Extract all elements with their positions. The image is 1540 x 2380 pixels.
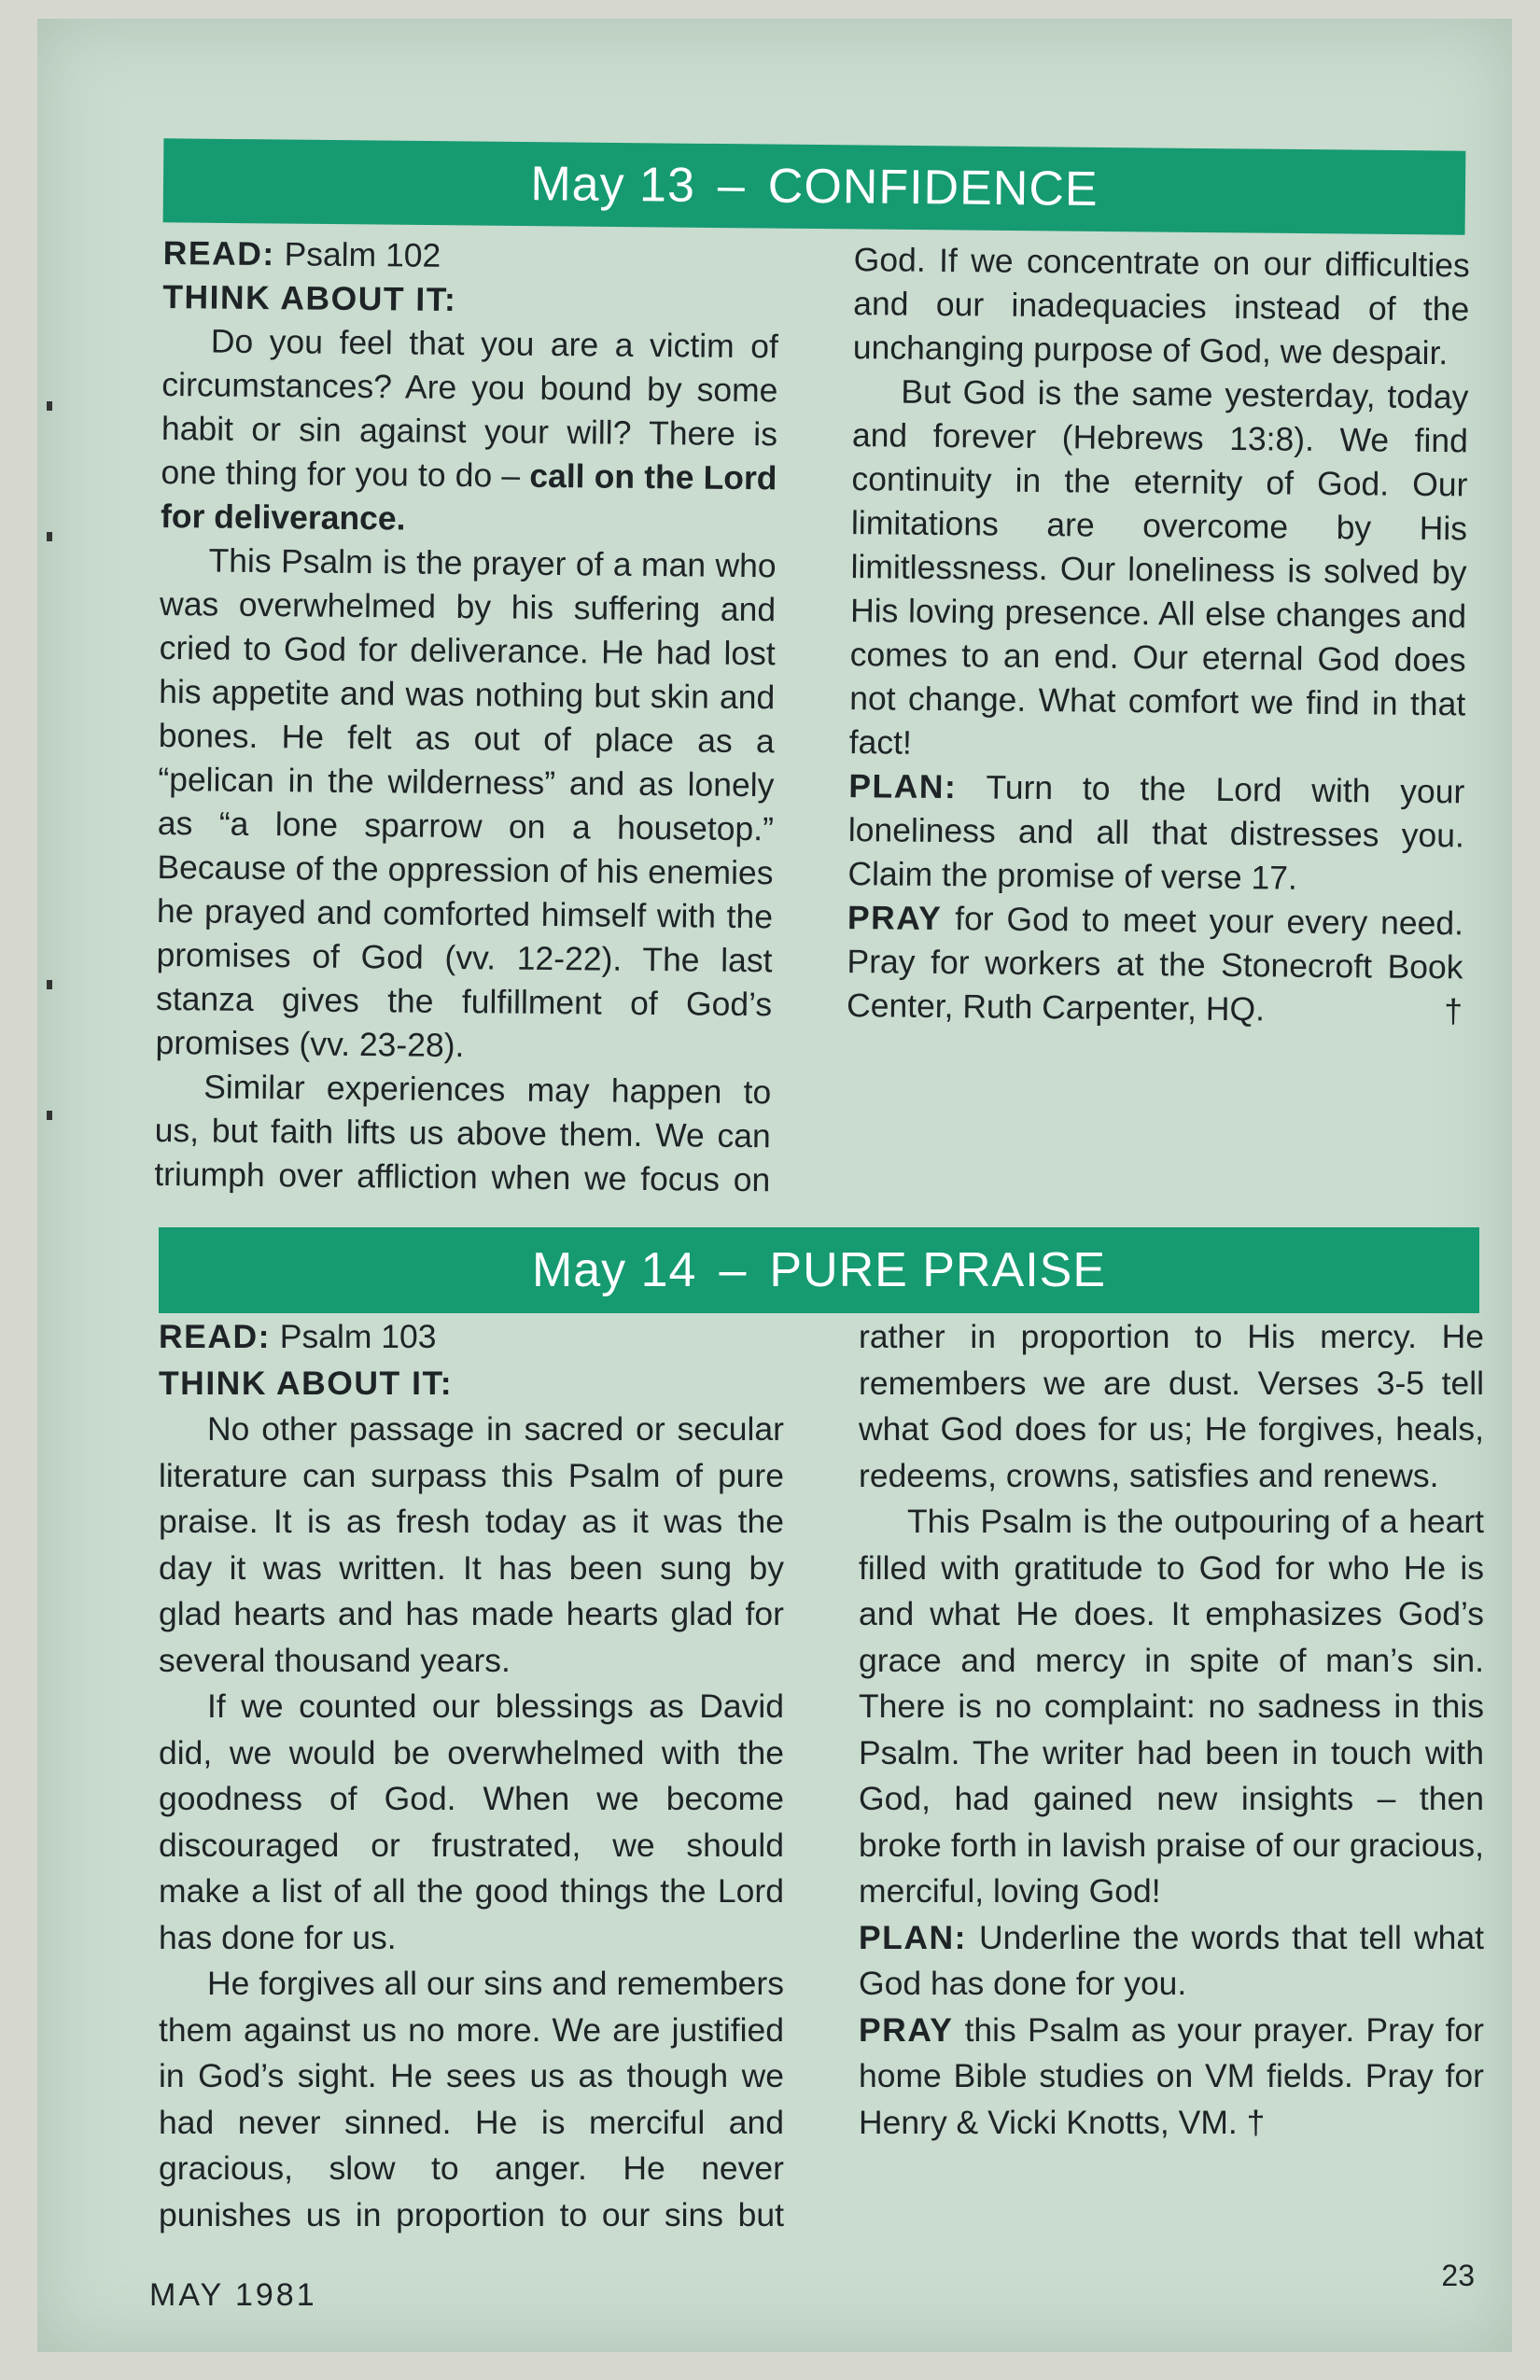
pray-label: PRAY <box>847 899 943 938</box>
paragraph: No other passage in sacred or secular literature can surpass this Psalm of pure praise. It is as fresh today as it was the day it was written. It has been sung by glad hearts and has made hearts glad for several thousand years. <box>159 1410 784 1679</box>
pray-line <box>847 896 1463 1033</box>
paragraph: If we counted our blessings as David did, we would be overwhelmed with the goodness of God. When we become discouraged or frustrated, we should make a list of all the good things the Lord has done for us. <box>159 1687 784 1956</box>
think-label: THINK ABOUT IT: <box>162 277 457 319</box>
pray-text: for God to meet your every need. Pray for workers at the Stonecroft Book Center, Ruth Carpenter, HQ. <box>846 900 1464 1029</box>
binding-mark <box>47 1111 52 1120</box>
cross-icon: † <box>1444 992 1463 1030</box>
plan-label: PLAN: <box>848 767 958 806</box>
day-date: May 14 <box>531 1243 697 1297</box>
plan-line <box>859 1915 1484 2008</box>
paragraph: Do you feel that you are a victim of circumstances? Are you bound by some habit or sin against your will? There is one thing for you to do – call on the Lord for deliverance. <box>160 322 779 538</box>
day-banner-may-13 <box>163 138 1466 234</box>
pray-line <box>859 2008 1484 2147</box>
paragraph: This Psalm is the outpouring of a heart filled with gratitude to God for who He is and what He does. It emphasizes God’s grace and mercy in spite of man’s sin. There is no complaint: no sadness in this Psalm. The writer had been in touch with God, had gained new insights – then broke forth in lavish praise of our gracious, merciful, loving God! <box>859 1503 1484 1910</box>
read-label: READ: <box>159 1318 271 1355</box>
plan-text: Turn to the Lord with your loneliness and all that distresses you. Claim the promise of verse 17. <box>847 768 1465 897</box>
paragraph: He forgives all our sins and remembers them against us no more. We are justified in God’s sight. He sees us as though we had never sinned. He is merciful and gracious, slow to anger. He never punishes us in proportion to our sins but rather in proportion to His mercy. He remembers we are dust. Verses 3-5 tell what God does for us; He forgives, heals, redeems, crowns, satisfies and renews. <box>159 1318 1484 2233</box>
binding-mark <box>47 401 52 411</box>
read-line <box>163 231 779 281</box>
devotional-text-may-13 <box>154 231 1470 1214</box>
binding-mark <box>47 532 52 541</box>
booklet-page <box>37 19 1512 2352</box>
binding-mark <box>47 980 52 989</box>
cross-icon: † <box>1246 2103 1266 2141</box>
emphasis-text: call on the Lord for deliverance. <box>160 456 777 538</box>
footer-month: MAY 1981 <box>149 2277 317 2313</box>
pray-text: this Psalm as your prayer. Pray for home Bible studies on VM fields. Pray for Henry & Vicki Knotts, VM. <box>859 2010 1484 2141</box>
title-dash: – <box>717 159 747 214</box>
devotional-text-may-14 <box>159 1314 1484 2247</box>
pray-label: PRAY <box>859 2010 954 2049</box>
plan-text: Underline the words that tell what God has done for you. <box>859 1918 1484 2002</box>
read-reference: Psalm 103 <box>279 1318 437 1355</box>
paragraph: But God is the same yesterday, today and forever (Hebrews 13:8). We find continuity in the eternity of God. Our limitations are overcome by His limitlessness. Our loneliness is solved by His loving presence. All else changes and comes to an end. Our eternal God does not change. What comfort we find in that fact! <box>848 372 1469 762</box>
day-title: PURE PRAISE <box>769 1243 1107 1297</box>
read-label: READ: <box>162 233 275 273</box>
think-label: THINK ABOUT IT: <box>159 1364 454 1402</box>
paragraph: Similar experiences may happen to us, but faith lifts us above them. We can triumph over affliction when we focus on God. If we concentrate on our difficulties and our inadequacies instead of the unchanging purpose of God, we despair. <box>154 241 1470 1199</box>
read-line <box>159 1314 784 1361</box>
paragraph: This Psalm is the prayer of a man who was overwhelmed by his suffering and cried to God for deliverance. He had lost his appetite and was nothing but skin and bones. He felt as out of place as a “pelican in the wilderness” and as lonely as “a lone sparrow on a housetop.” Because of the oppression of his enemies he prayed and comforted himself with the promises of God (vv. 12-22). The last stanza gives the fulfillment of God’s promises (vv. 23-28). <box>155 541 777 1065</box>
day-date: May 13 <box>530 157 696 213</box>
plan-label: PLAN: <box>859 1918 967 1956</box>
plan-line <box>847 764 1464 902</box>
day-banner-may-14 <box>159 1227 1479 1313</box>
day-title: CONFIDENCE <box>767 159 1099 217</box>
read-reference: Psalm 102 <box>284 235 441 274</box>
page-number: 23 <box>1441 2259 1475 2292</box>
title-dash: – <box>719 1243 748 1297</box>
